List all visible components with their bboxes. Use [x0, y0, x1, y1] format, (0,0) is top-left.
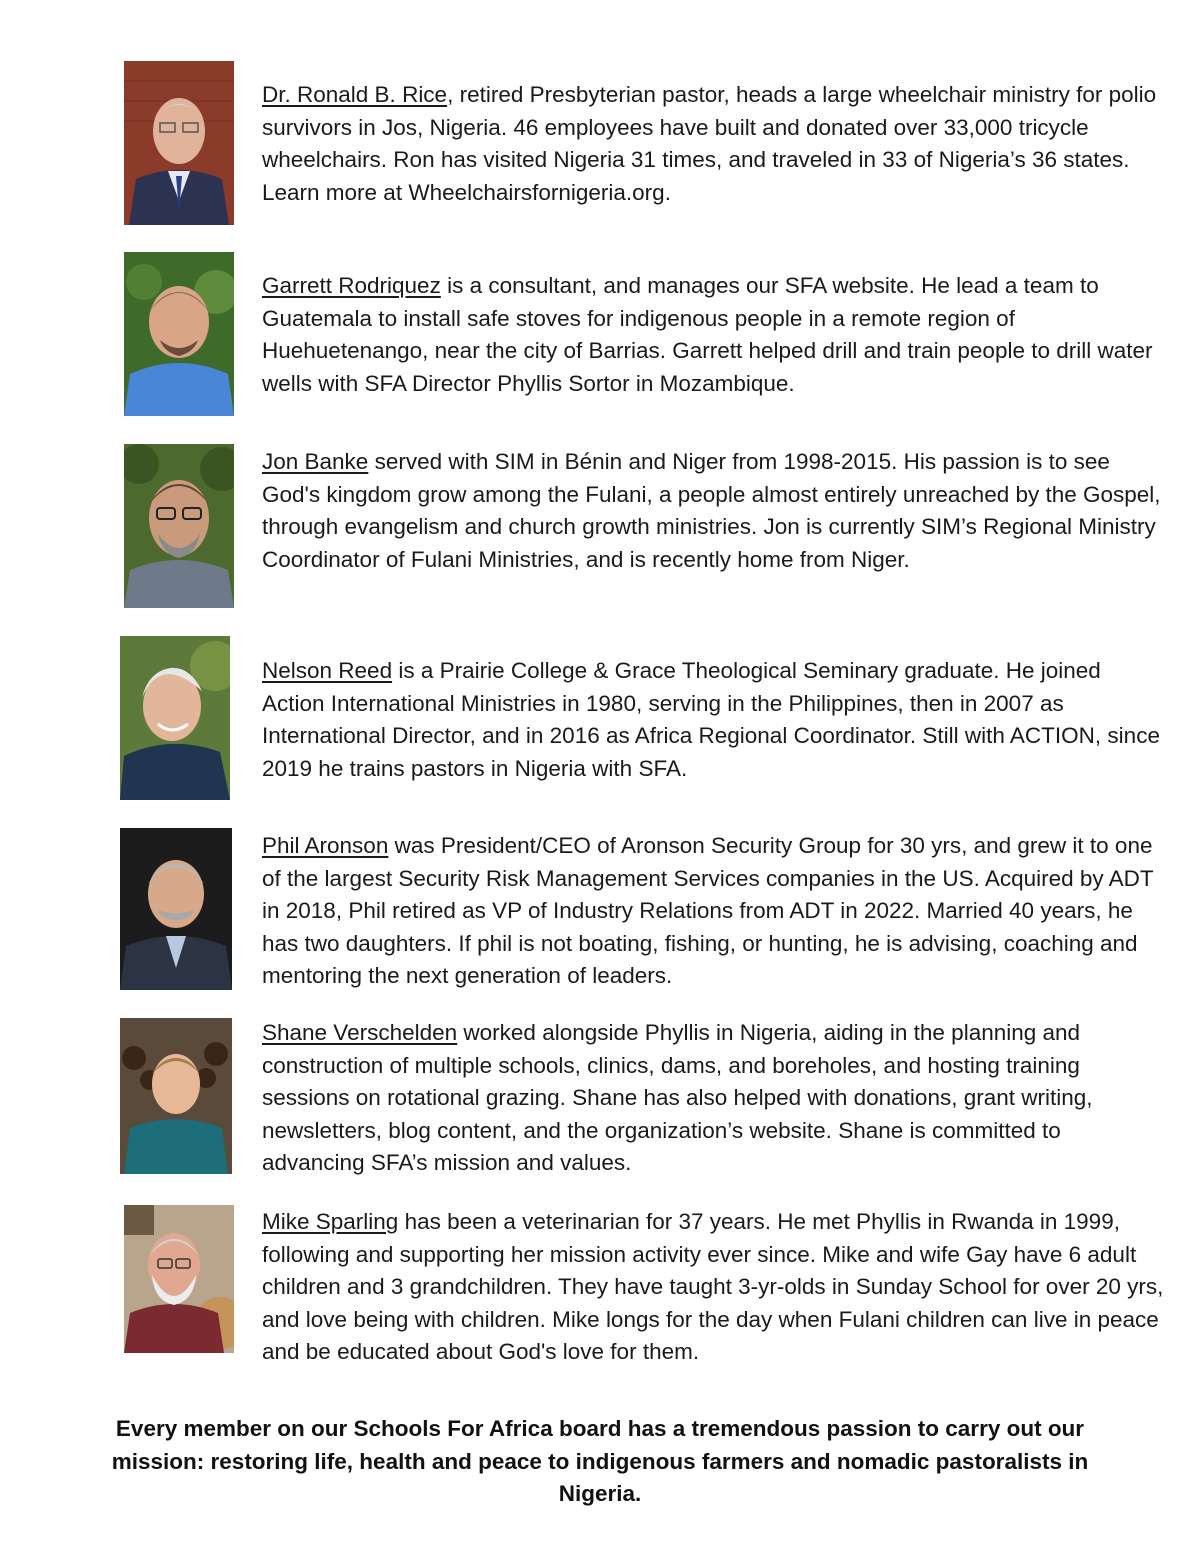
person-portrait-icon	[124, 61, 234, 225]
member-bio	[262, 1206, 1167, 1369]
person-portrait-icon	[120, 636, 230, 800]
closing-statement: Every member on our Schools For Africa board has a tremendous passion to carry out our mission: restoring life, health and peace to indigenous farmers and nomadic pastoralists in Nigeria.	[111, 1416, 1089, 1506]
member-bio	[262, 446, 1167, 576]
member-bio	[262, 655, 1167, 785]
member-bio	[262, 1017, 1167, 1180]
member-description: has been a veterinarian for 37 years. He met Phyllis in Rwanda in 1999, following and supporting her mission activity ever since. Mike and wife Gay have 6 adult children and 3 grandchildren. They have taught 3-yr-olds in Sunday School for over 20 yrs, and love being with children. Mike longs for the day when Fulani children can live in peace and be educated about God's love for them.	[262, 1209, 1164, 1364]
portrait-photo	[120, 636, 230, 800]
group-photo-icon	[120, 1018, 232, 1174]
portrait-photo	[124, 252, 234, 416]
member-name[interactable]: Jon Banke	[262, 449, 369, 474]
portrait-photo	[120, 1018, 232, 1174]
portrait-photo	[124, 1205, 234, 1353]
member-bio	[262, 270, 1167, 400]
member-description: is a Prairie College & Grace Theological Seminary graduate. He joined Action International Ministries in 1980, serving in the Philippines, then in 2007 as International Director, and in 2016 as Africa Regional Coordinator. Still with ACTION, since 2019 he trains pastors in Nigeria with SFA.	[262, 658, 1160, 781]
person-portrait-icon	[120, 828, 232, 990]
portrait-photo	[124, 444, 234, 608]
member-bio	[262, 79, 1167, 209]
member-description: served with SIM in Bénin and Niger from 1998-2015. His passion is to see God's kingdom grow among the Fulani, a people almost entirely unreached by the Gospel, through evangelism and church growth ministries. Jon is currently SIM’s Regional Ministry Coordinator of Fulani Ministries, and is recently home from Niger.	[262, 449, 1161, 572]
member-bio	[262, 830, 1167, 993]
member-name[interactable]: Mike Sparling	[262, 1209, 399, 1234]
member-name[interactable]: Dr. Ronald B. Rice	[262, 82, 448, 107]
portrait-photo	[124, 61, 234, 225]
member-description: worked alongside Phyllis in Nigeria, aiding in the planning and construction of multiple schools, clinics, dams, and boreholes, and hosting training sessions on rotational grazing. Shane has also helped with donations, grant writing, newsletters, blog content, and the organization’s website. Shane is committed to advancing SFA’s mission and values.	[262, 1020, 1093, 1175]
person-portrait-icon	[124, 252, 234, 416]
member-description: , retired Presbyterian pastor, heads a large wheelchair ministry for polio survivors in Jos, Nigeria. 46 employees have built and donated over 33,000 tricycle wheelchairs. Ron has visited Nigeria 31 times, and traveled in 33 of Nigeria’s 36 states. Learn more at Wheelchairsfornigeria.org.	[262, 82, 1157, 205]
member-name[interactable]: Phil Aronson	[262, 833, 389, 858]
portrait-photo	[120, 828, 232, 990]
member-description: is a consultant, and manages our SFA website. He lead a team to Guatemala to install safe stoves for indigenous people in a remote region of Huehuetenango, near the city of Barrias. Garrett helped drill and train people to drill water wells with SFA Director Phyllis Sortor in Mozambique.	[262, 273, 1153, 396]
member-description: was President/CEO of Aronson Security Group for 30 yrs, and grew it to one of the largest Security Risk Management Services companies in the US. Acquired by ADT in 2018, Phil retired as VP of Industry Relations from ADT in 2022. Married 40 years, he has two daughters. If phil is not boating, fishing, or hunting, he is advising, coaching and mentoring the next generation of leaders.	[262, 833, 1154, 988]
person-portrait-icon	[124, 1205, 234, 1353]
member-name[interactable]: Garrett Rodriquez	[262, 273, 441, 298]
member-name[interactable]: Nelson Reed	[262, 658, 393, 683]
person-portrait-icon	[124, 444, 234, 608]
member-name[interactable]: Shane Verschelden	[262, 1020, 458, 1045]
